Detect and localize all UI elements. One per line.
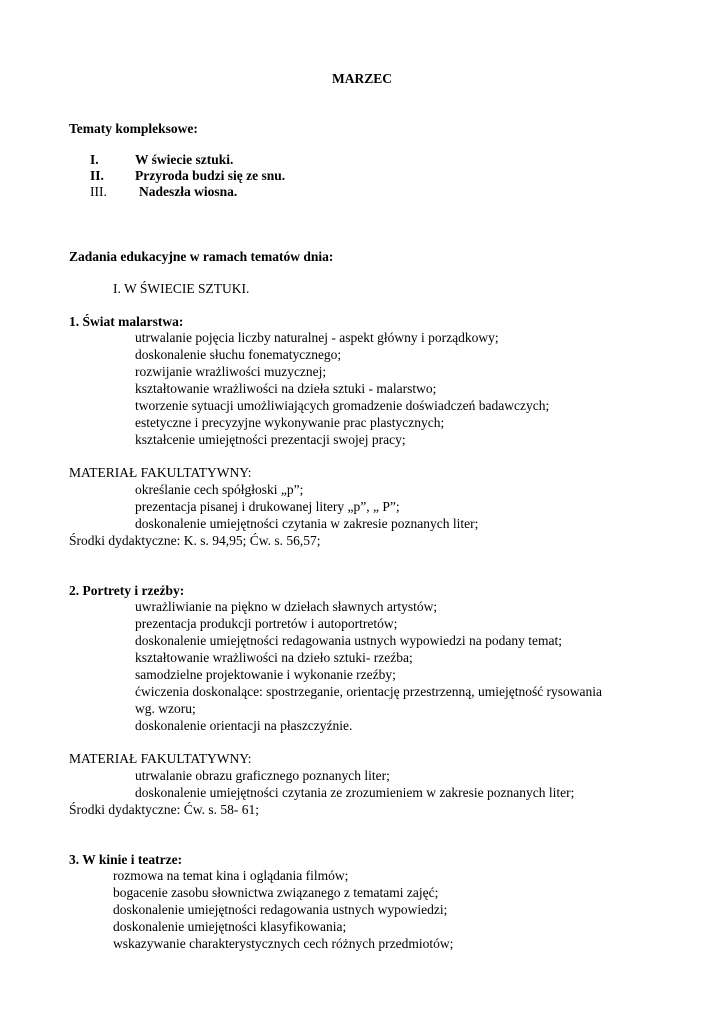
section-heading: 1. Świat malarstwa: [69, 314, 184, 329]
list-item: utrwalanie obrazu graficznego poznanych liter; [135, 768, 390, 783]
list-item: rozwijanie wrażliwości muzycznej; [135, 364, 327, 379]
section-heading: 3. W kinie i teatrze: [69, 852, 183, 867]
topic-number: III. [90, 184, 107, 199]
list-item: rozmowa na temat kina i oglądania filmów; [113, 868, 349, 883]
list-item: utrwalanie pojęcia liczby naturalnej - aspekt główny i porządkowy; [135, 330, 499, 345]
complex-topics-heading: Tematy kompleksowe: [69, 121, 198, 136]
list-item: prezentacja pisanej i drukowanej litery „p”, „ P”; [135, 499, 400, 514]
list-item: określanie cech spółgłoski „p”; [135, 482, 304, 497]
topic-text: Nadeszła wiosna. [139, 184, 238, 199]
teaching-aids: Środki dydaktyczne: K. s. 94,95; Ćw. s. 56,57; [69, 533, 321, 548]
list-item: samodzielne projektowanie i wykonanie rzeźby; [135, 667, 396, 682]
list-item: tworzenie sytuacji umożliwiających gromadzenie doświadczeń badawczych; [135, 398, 550, 413]
topic-text: Przyroda budzi się ze snu. [135, 168, 286, 183]
list-item: doskonalenie umiejętności redagowania ustnych wypowiedzi; [113, 902, 448, 917]
teaching-aids: Środki dydaktyczne: Ćw. s. 58- 61; [69, 802, 259, 817]
list-item: doskonalenie umiejętności czytania ze zrozumieniem w zakresie poznanych liter; [135, 785, 575, 800]
list-item: doskonalenie umiejętności klasyfikowania; [113, 919, 347, 934]
list-item: wg. wzoru; [135, 701, 196, 716]
topic-text: W świecie sztuki. [135, 152, 234, 167]
topic1-heading: I. W ŚWIECIE SZTUKI. [113, 281, 250, 296]
page-title: MARZEC [332, 71, 392, 86]
list-item: doskonalenie orientacji na płaszczyźnie. [135, 718, 353, 733]
topic-number: I. [90, 152, 99, 167]
list-item: uwrażliwianie na piękno w dziełach sławnych artystów; [135, 599, 438, 614]
optional-heading: MATERIAŁ FAKULTATYWNY: [69, 751, 252, 766]
section-heading: 2. Portrety i rzeźby: [69, 583, 185, 598]
list-item: prezentacja produkcji portretów i autoportretów; [135, 616, 398, 631]
list-item: doskonalenie umiejętności redagowania ustnych wypowiedzi na podany temat; [135, 633, 563, 648]
list-item: kształcenie umiejętności prezentacji swojej pracy; [135, 432, 406, 447]
topic-number: II. [90, 168, 104, 183]
list-item: kształtowanie wrażliwości na dzieła sztuki - malarstwo; [135, 381, 437, 396]
list-item: wskazywanie charakterystycznych cech różnych przedmiotów; [113, 936, 454, 951]
list-item: doskonalenie słuchu fonematycznego; [135, 347, 342, 362]
list-item: estetyczne i precyzyjne wykonywanie prac plastycznych; [135, 415, 445, 430]
list-item: doskonalenie umiejętności czytania w zakresie poznanych liter; [135, 516, 479, 531]
tasks-heading: Zadania edukacyjne w ramach tematów dnia: [69, 249, 334, 264]
list-item: ćwiczenia doskonalące: spostrzeganie, orientację przestrzenną, umiejętność rysowania [135, 684, 603, 699]
list-item: bogacenie zasobu słownictwa związanego z tematami zajęć; [113, 885, 439, 900]
optional-heading: MATERIAŁ FAKULTATYWNY: [69, 465, 252, 480]
list-item: kształtowanie wrażliwości na dzieło sztuki- rzeźba; [135, 650, 413, 665]
